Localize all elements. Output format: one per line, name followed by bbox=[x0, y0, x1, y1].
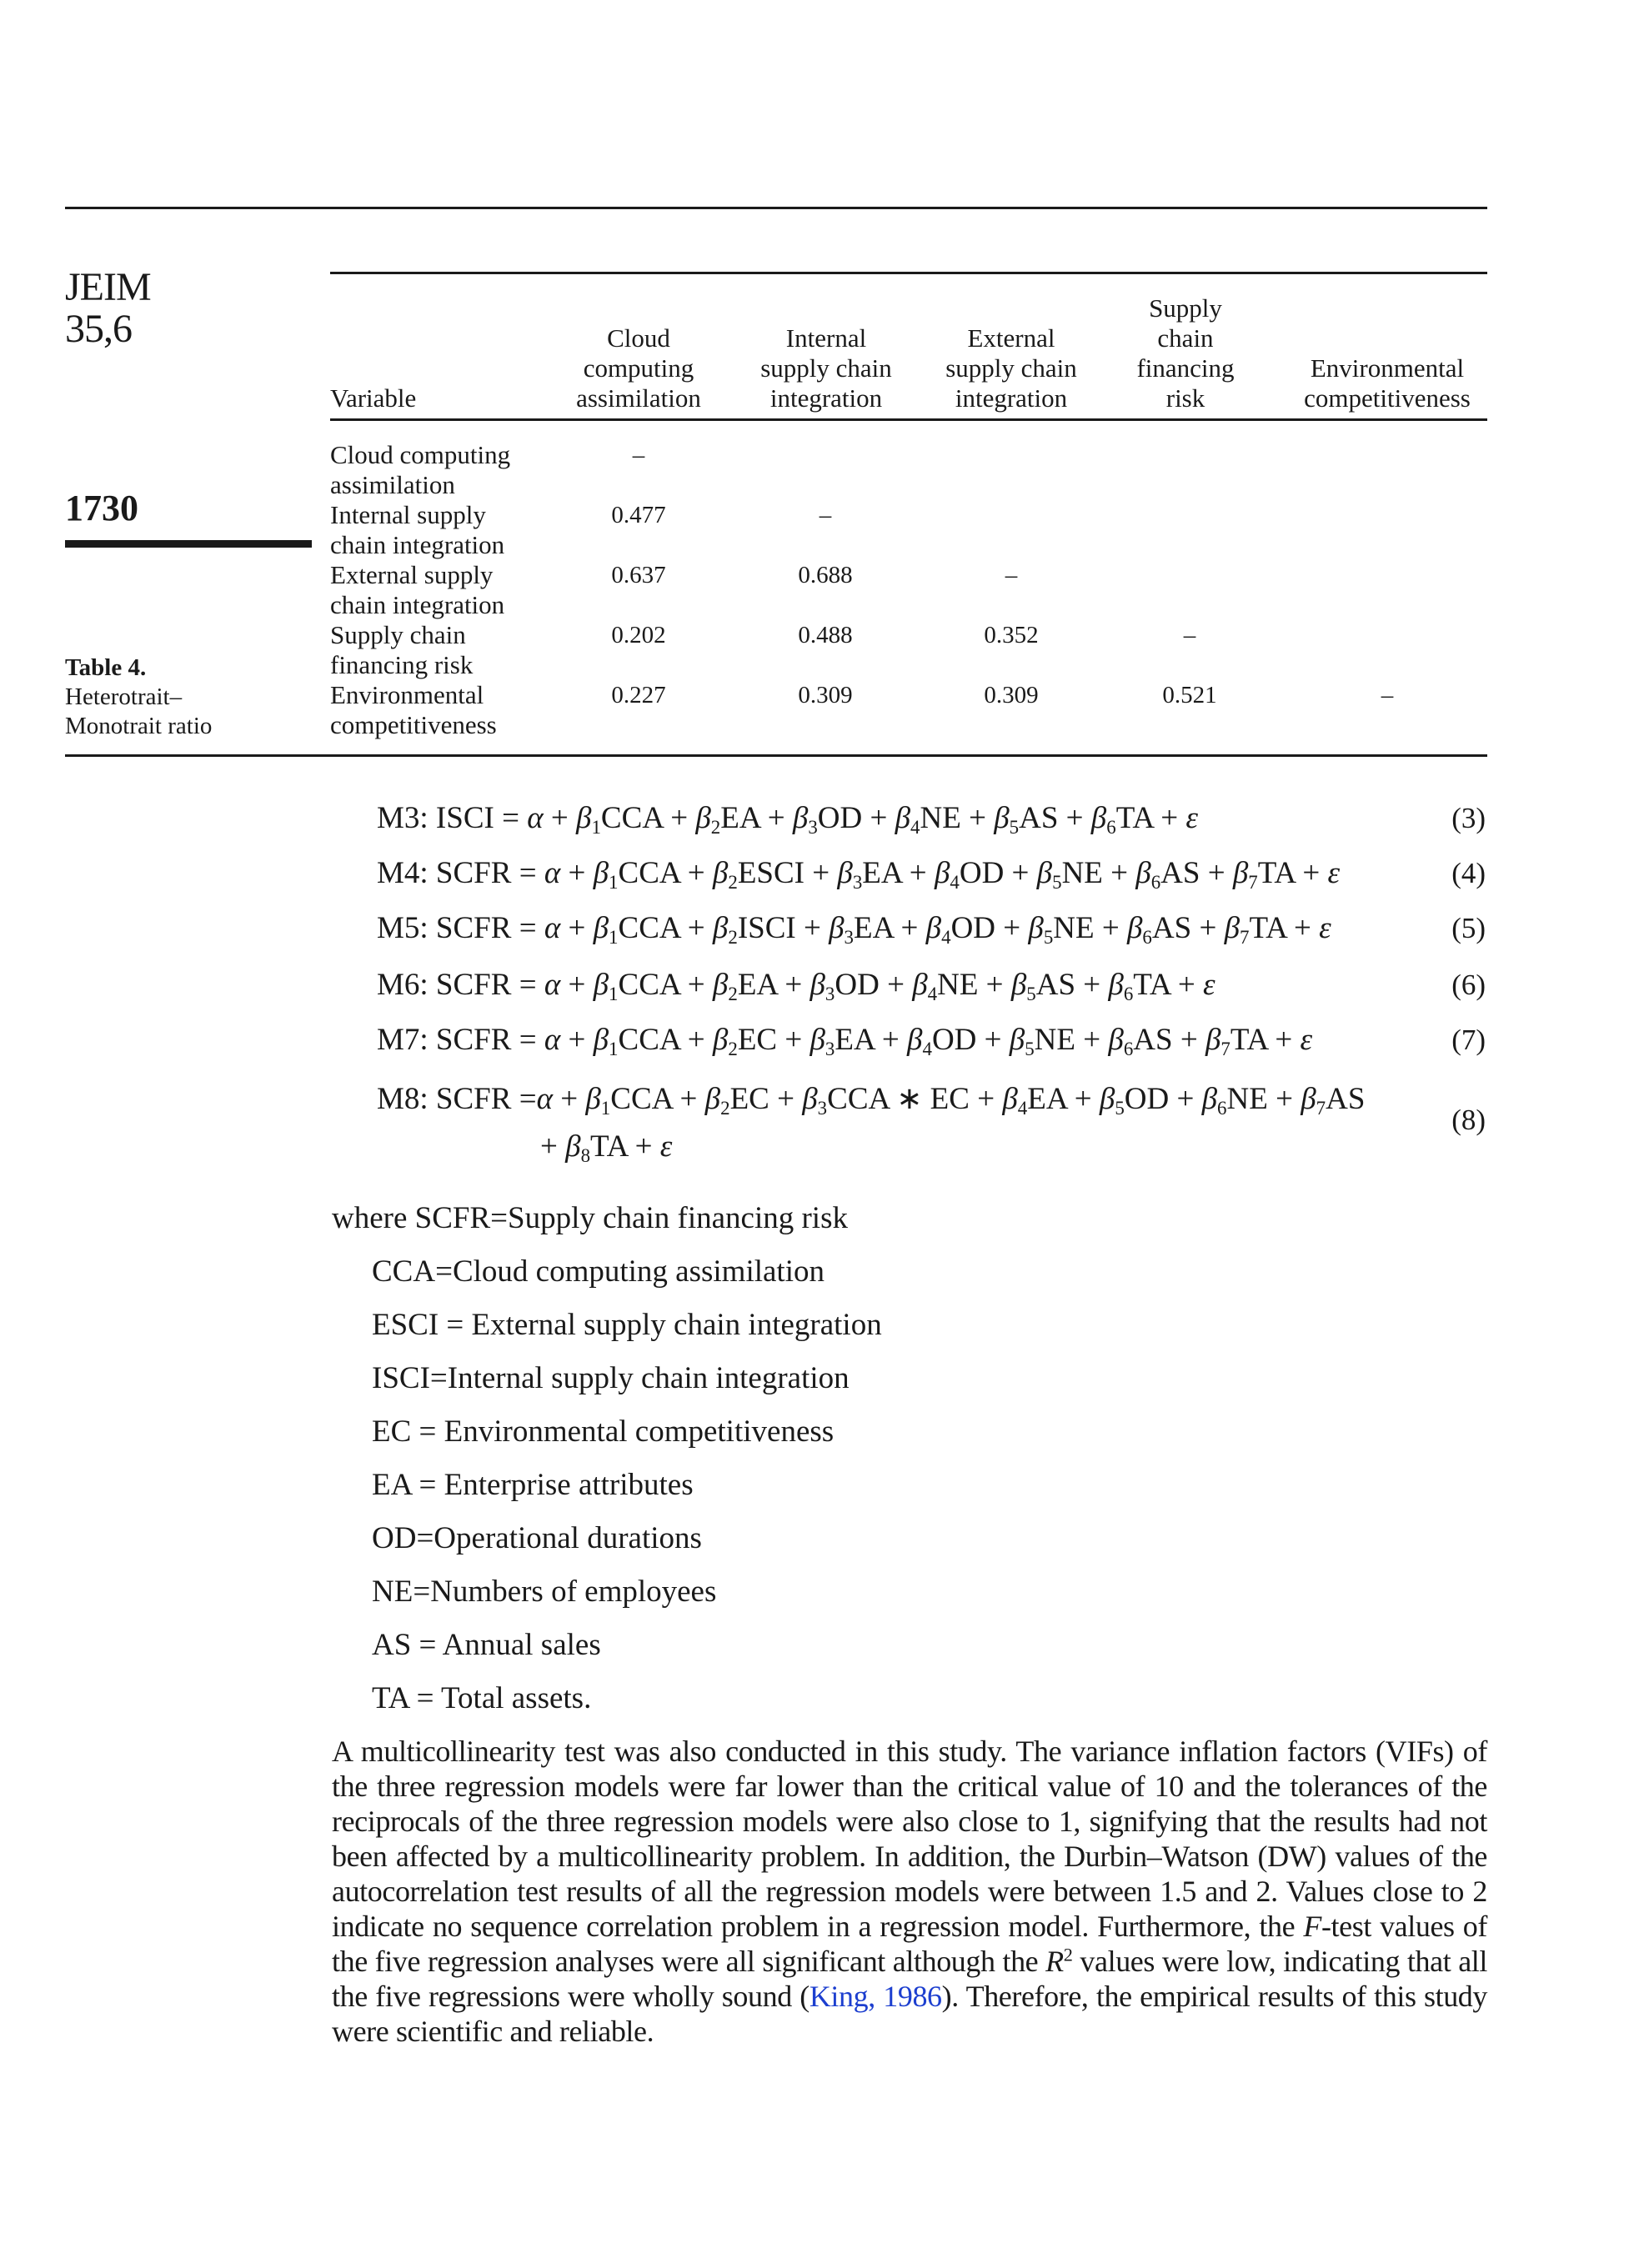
equation-m5: M5: SCFR = $\alpha + \beta_1CCA$ + $\beta_2ISCI + \beta_3EA + \beta_4OD + \beta_5NE + \beta_6AS + \beta_7TA + \varepsilon$ bbox=[377, 911, 1331, 948]
equation-m8-line1: M8: SCFR $=\alpha + \beta_1CCA + \beta_2EC + \beta_3CCA$ ∗ EC + $\beta_4EA + \beta_5OD + \beta_6NE + \beta_7AS$ bbox=[377, 1082, 1366, 1119]
table-cell: – bbox=[1183, 622, 1196, 648]
journal-info bbox=[65, 267, 151, 350]
definition-item: OD=Operational durations bbox=[372, 1521, 702, 1555]
table-cell: 0.521 bbox=[1162, 682, 1217, 708]
equation-m7: M7: SCFR = $\alpha + \beta_1CCA + \beta_2EC + \beta_3EA + \beta_4OD + \beta_5NE + \beta_6AS + \beta_7TA + \varepsilon$ bbox=[377, 1023, 1313, 1059]
table-cell: 0.637 bbox=[611, 562, 666, 588]
f-test-symbol: F bbox=[1303, 1910, 1321, 1943]
definition-item: TA = Total assets. bbox=[372, 1681, 592, 1715]
equation-number: (7) bbox=[1451, 1024, 1486, 1056]
table-cell: – bbox=[1005, 562, 1018, 588]
equation-m3: M3: ISCI = $\alpha + \beta_1CCA + \beta_2EA + \beta_3OD + \beta_4NE + \beta_5AS + \beta_6TA + \varepsilon$ bbox=[377, 801, 1198, 838]
table-row-label: External supply chain integration bbox=[330, 560, 505, 619]
table-cell: – bbox=[819, 502, 832, 528]
table-column-header: Environmental competitiveness bbox=[1304, 353, 1471, 413]
table-caption-line2: Monotrait ratio bbox=[65, 713, 213, 739]
definition-item: CCA=Cloud computing assimilation bbox=[372, 1254, 825, 1289]
table-row-label: Internal supply chain integration bbox=[330, 500, 505, 559]
page-number: 1730 bbox=[65, 488, 138, 528]
table-column-header: External supply chain integration bbox=[945, 323, 1077, 413]
table-cell: 0.202 bbox=[611, 622, 666, 648]
equation-number: (6) bbox=[1451, 969, 1486, 1001]
table-cell: 0.309 bbox=[798, 682, 853, 708]
equation-number: (4) bbox=[1451, 857, 1486, 889]
table-bottom-rule bbox=[65, 754, 1487, 757]
definition-item: ISCI=Internal supply chain integration bbox=[372, 1361, 850, 1395]
table-row-label: Environmental competitiveness bbox=[330, 680, 497, 739]
table-cell: 0.309 bbox=[984, 682, 1039, 708]
table-caption-label: Table 4. bbox=[65, 654, 147, 681]
equation-m4: M4: SCFR = $\alpha + \beta_1CCA$ + $\beta_2ESCI + \beta_3EA + \beta_4OD + \beta_5NE + \beta_6AS + \beta_7TA + \varepsilon$ bbox=[377, 856, 1341, 893]
table-cell: – bbox=[632, 442, 645, 468]
page-number-rule bbox=[65, 540, 312, 548]
definition-item: NE=Numbers of employees bbox=[372, 1575, 717, 1609]
table-row-label: Supply chain financing risk bbox=[330, 620, 474, 679]
citation-link[interactable]: King, 1986 bbox=[809, 1980, 942, 2013]
definition-intro: where SCFR=Supply chain financing risk bbox=[332, 1201, 848, 1235]
journal-name: JEIM bbox=[65, 265, 151, 309]
equation-number: (8) bbox=[1451, 1104, 1486, 1136]
table-column-header: Internal supply chain integration bbox=[760, 323, 892, 413]
table-header-rule bbox=[330, 418, 1487, 421]
table-column-header: Supply chain financing risk bbox=[1136, 293, 1235, 413]
page-top-rule bbox=[65, 207, 1487, 209]
table-top-rule bbox=[330, 272, 1487, 274]
table-variable-header: Variable bbox=[330, 383, 417, 413]
table-cell: 0.227 bbox=[611, 682, 666, 708]
definition-item: AS = Annual sales bbox=[372, 1628, 601, 1662]
table-column-header: Cloud computing assimilation bbox=[576, 323, 701, 413]
table-cell: 0.488 bbox=[798, 622, 853, 648]
equation-number: (5) bbox=[1451, 912, 1486, 944]
table-caption bbox=[65, 653, 212, 741]
table-cell: 0.352 bbox=[984, 622, 1039, 648]
table-caption-line1: Heterotrait– bbox=[65, 683, 183, 710]
journal-volume: 35,6 bbox=[65, 307, 132, 351]
body-paragraph: A multicollinearity test was also conducted in this study. The variance inflation factors (VIFs) of the three regression models were far lower than the critical value of 10 and the tolerances of the reciprocals of the three regression models were also close to 1, signifying that the results had not been affected by a multicollinearity problem. In addition, the Durbin–Watson (DW) values of the autocorrelation test results of all the regression models were between 1.5 and 2. Values close to 2 indicate no sequence correlation problem in a regression model. Furthermore, the F-test values of the five regression analyses were all significant although the $R^2$ values were low, indicating that all the five regressions were wholly sound (King, 1986). Therefore, the empirical results of this study were scientific and reliable. bbox=[332, 1735, 1487, 2048]
definition-item: EA = Enterprise attributes bbox=[372, 1468, 694, 1502]
equation-number: (3) bbox=[1451, 802, 1486, 834]
equation-m6: M6: SCFR = $\alpha + \beta_1CCA + \beta_2EA + \beta_3OD + \beta_4NE + \beta_5AS + \beta_6TA + \varepsilon$ bbox=[377, 968, 1215, 1004]
definition-item: ESCI = External supply chain integration bbox=[372, 1308, 882, 1342]
table-cell: 0.477 bbox=[611, 502, 666, 528]
table-cell: 0.688 bbox=[798, 562, 853, 588]
table-row-label: Cloud computing assimilation bbox=[330, 440, 511, 499]
table-cell: – bbox=[1381, 682, 1394, 708]
equation-m8-line2: + $\beta_8TA + \varepsilon$ bbox=[540, 1129, 673, 1166]
definition-item: EC = Environmental competitiveness bbox=[372, 1414, 835, 1449]
r-squared-symbol: R bbox=[1045, 1945, 1064, 1978]
